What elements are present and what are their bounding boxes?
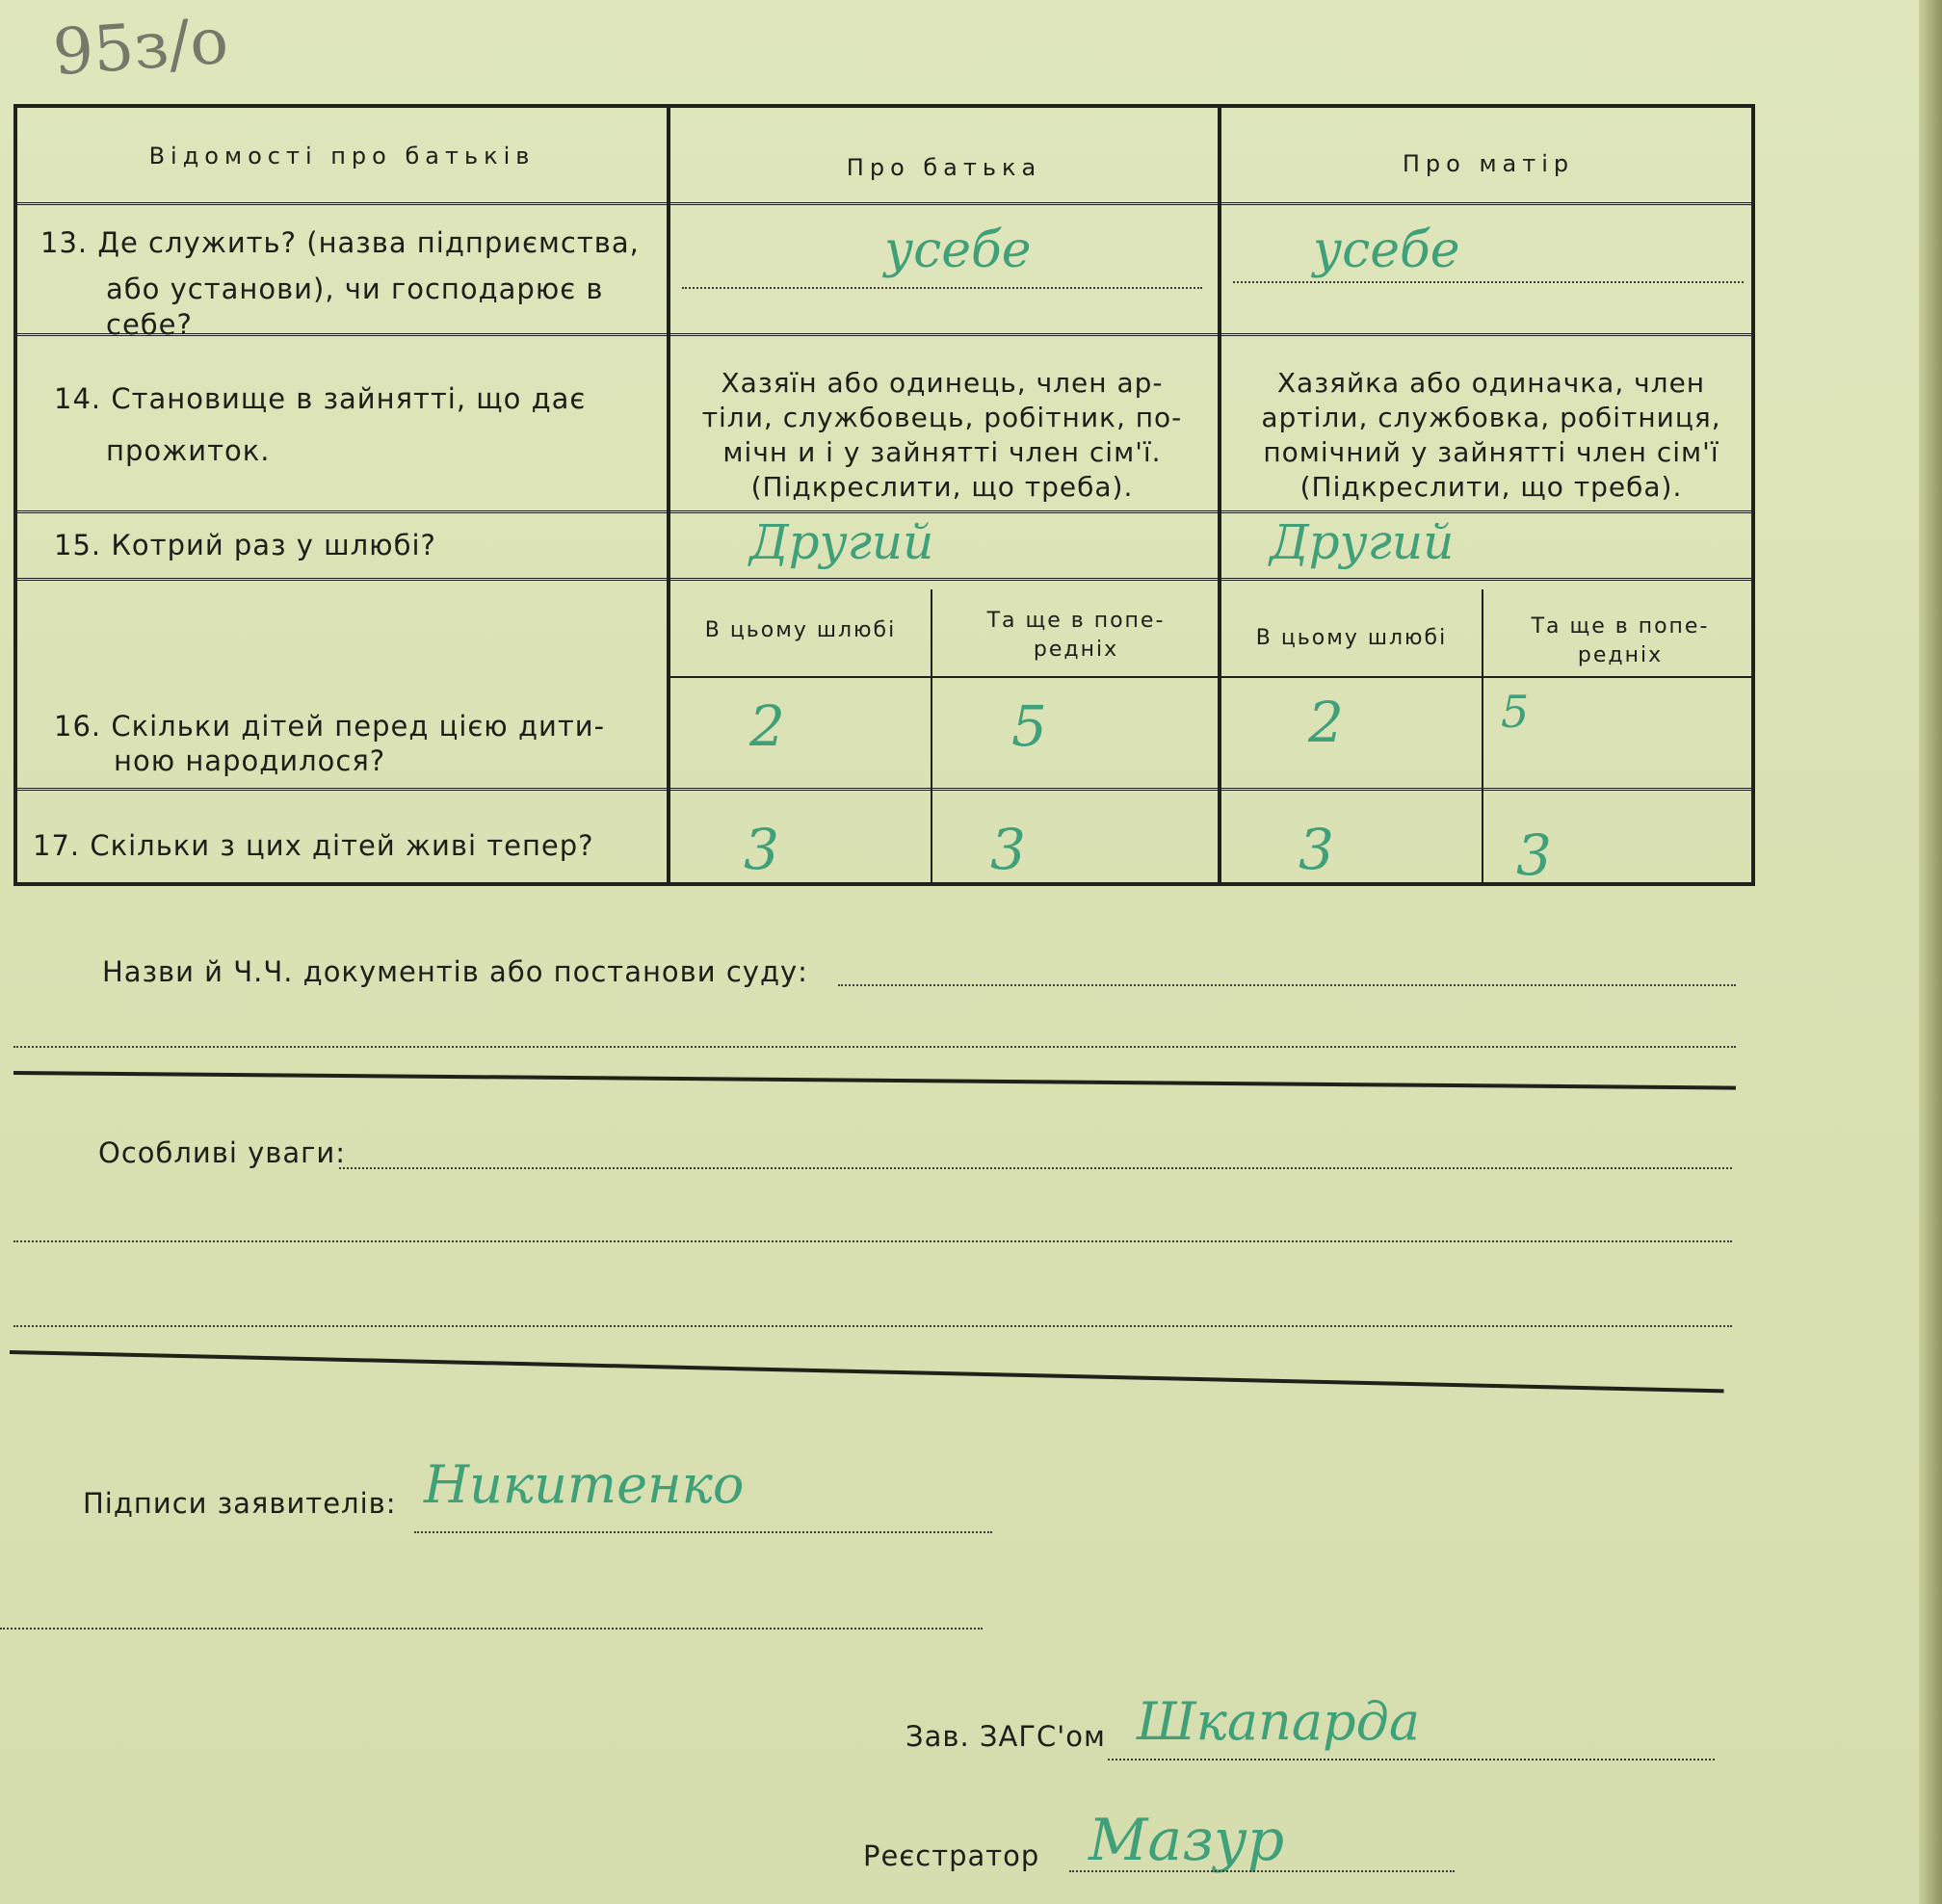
archive-number: 95з/о (50, 3, 231, 91)
col-divider-father-sub (931, 589, 932, 886)
q16-line1: 16. Скільки дітей перед цією дити- (54, 710, 606, 743)
q14-father-opt-3: мічн и і у зайнятті член сім'ї. (722, 436, 1162, 468)
q16-father-this: 2 (749, 693, 785, 759)
q14-line2: прожиток. (106, 434, 271, 467)
remarks-line-2 (13, 1240, 1732, 1242)
registrar-label: Реєстратор (863, 1839, 1040, 1872)
q15-mother-answer: Другий (1270, 514, 1455, 570)
q13-line1: 13. Де служить? (назва підприємства, (40, 226, 640, 259)
remarks-line-3 (13, 1325, 1732, 1327)
q13-line2: або установи), чи господарює в себе? (106, 273, 604, 341)
header-mother: Про матір (1402, 150, 1575, 177)
q16-father-previous: 5 (1011, 693, 1047, 759)
q14-mother-options (1233, 366, 1749, 505)
q14-mother-opt-4: (Підкреслити, що треба). (1299, 471, 1683, 503)
signatures-line-1 (414, 1531, 992, 1533)
row-line-header (17, 202, 1751, 209)
header-father: Про батька (846, 154, 1042, 181)
q17-father-this: 3 (744, 817, 779, 882)
q16-mother-sub2-line1: Та ще в попе- (1531, 614, 1710, 639)
q17-mother-previous: 3 (1516, 822, 1552, 888)
q16-father-sub2-line2: редніх (1033, 638, 1119, 662)
registrar-line (1069, 1870, 1455, 1872)
row-line-15 (17, 578, 1751, 585)
remarks-line-1 (339, 1167, 1732, 1169)
documents-line-2 (13, 1046, 1736, 1048)
q15-father-answer: Другий (749, 514, 934, 570)
q14-mother-opt-2: артіли, службовка, робітниця, (1261, 402, 1721, 433)
q14-father-opt-4: (Підкреслити, що треба). (750, 471, 1134, 503)
remarks-rule (10, 1350, 1724, 1393)
zags-head-label: Зав. ЗАГС'ом (905, 1720, 1106, 1753)
documents-label: Назви й Ч.Ч. документів або постанови суду: (102, 955, 808, 988)
q13-father-answer: усебе (884, 222, 1032, 279)
q13-father-line (682, 287, 1202, 289)
q16-mother-sub2-label (1485, 613, 1755, 670)
col-divider-1 (667, 108, 670, 882)
q14-mother-opt-1: Хазяйка або одиначка, член (1276, 367, 1706, 399)
q14-mother-opt-3: помічний у зайнятті член сім'ї (1263, 436, 1719, 468)
q13-mother-answer: усебе (1313, 222, 1460, 279)
q14-father-opt-2: тіли, службовець, робітник, по- (701, 402, 1183, 433)
remarks-label: Особливі уваги: (98, 1136, 347, 1169)
documents-line-1 (838, 984, 1736, 986)
header-parents-info: Відомості про батьків (148, 143, 536, 170)
applicants-signatures-label: Підписи заявителів: (83, 1487, 397, 1520)
zags-head-line (1108, 1759, 1715, 1761)
row-line-16 (17, 788, 1751, 795)
registrar-signature: Мазур (1089, 1807, 1285, 1874)
q16-father-sub1-label: В цьому шлюбі (704, 618, 897, 642)
q16-mother-previous: 5 (1501, 686, 1530, 738)
q16-line2: ною народилося? (114, 744, 386, 777)
q14-line1: 14. Становище в зайнятті, що дає (54, 382, 587, 415)
col-divider-mother-sub (1482, 589, 1483, 886)
q16-mother-this: 2 (1308, 690, 1344, 755)
q17-father-previous: 3 (990, 817, 1026, 882)
q14-father-options (682, 366, 1202, 505)
q17-question: 17. Скільки з цих дітей живі тепер? (33, 829, 594, 862)
zags-head-signature: Шкапарда (1137, 1691, 1421, 1752)
q16-mother-sub2-line2: редніх (1577, 643, 1664, 667)
col-divider-2 (1218, 108, 1221, 882)
q16-mother-sub1-label: В цьому шлюбі (1255, 626, 1448, 650)
row-line-16-sub (667, 676, 1751, 678)
q15-question: 15. Котрий раз у шлюбі? (54, 529, 436, 561)
page-edge (1919, 0, 1942, 1904)
q13-mother-line (1233, 281, 1744, 283)
signatures-line-2 (0, 1628, 983, 1630)
q16-father-sub2-line1: Та ще в попе- (986, 609, 1166, 633)
parents-info-table (13, 104, 1755, 886)
q16-father-sub2-label (934, 607, 1218, 665)
documents-rule (13, 1071, 1736, 1090)
q14-father-opt-1: Хазяїн або одинець, член ар- (721, 367, 1164, 399)
applicant-signature: Никитенко (424, 1454, 745, 1515)
q17-mother-this: 3 (1299, 817, 1334, 882)
